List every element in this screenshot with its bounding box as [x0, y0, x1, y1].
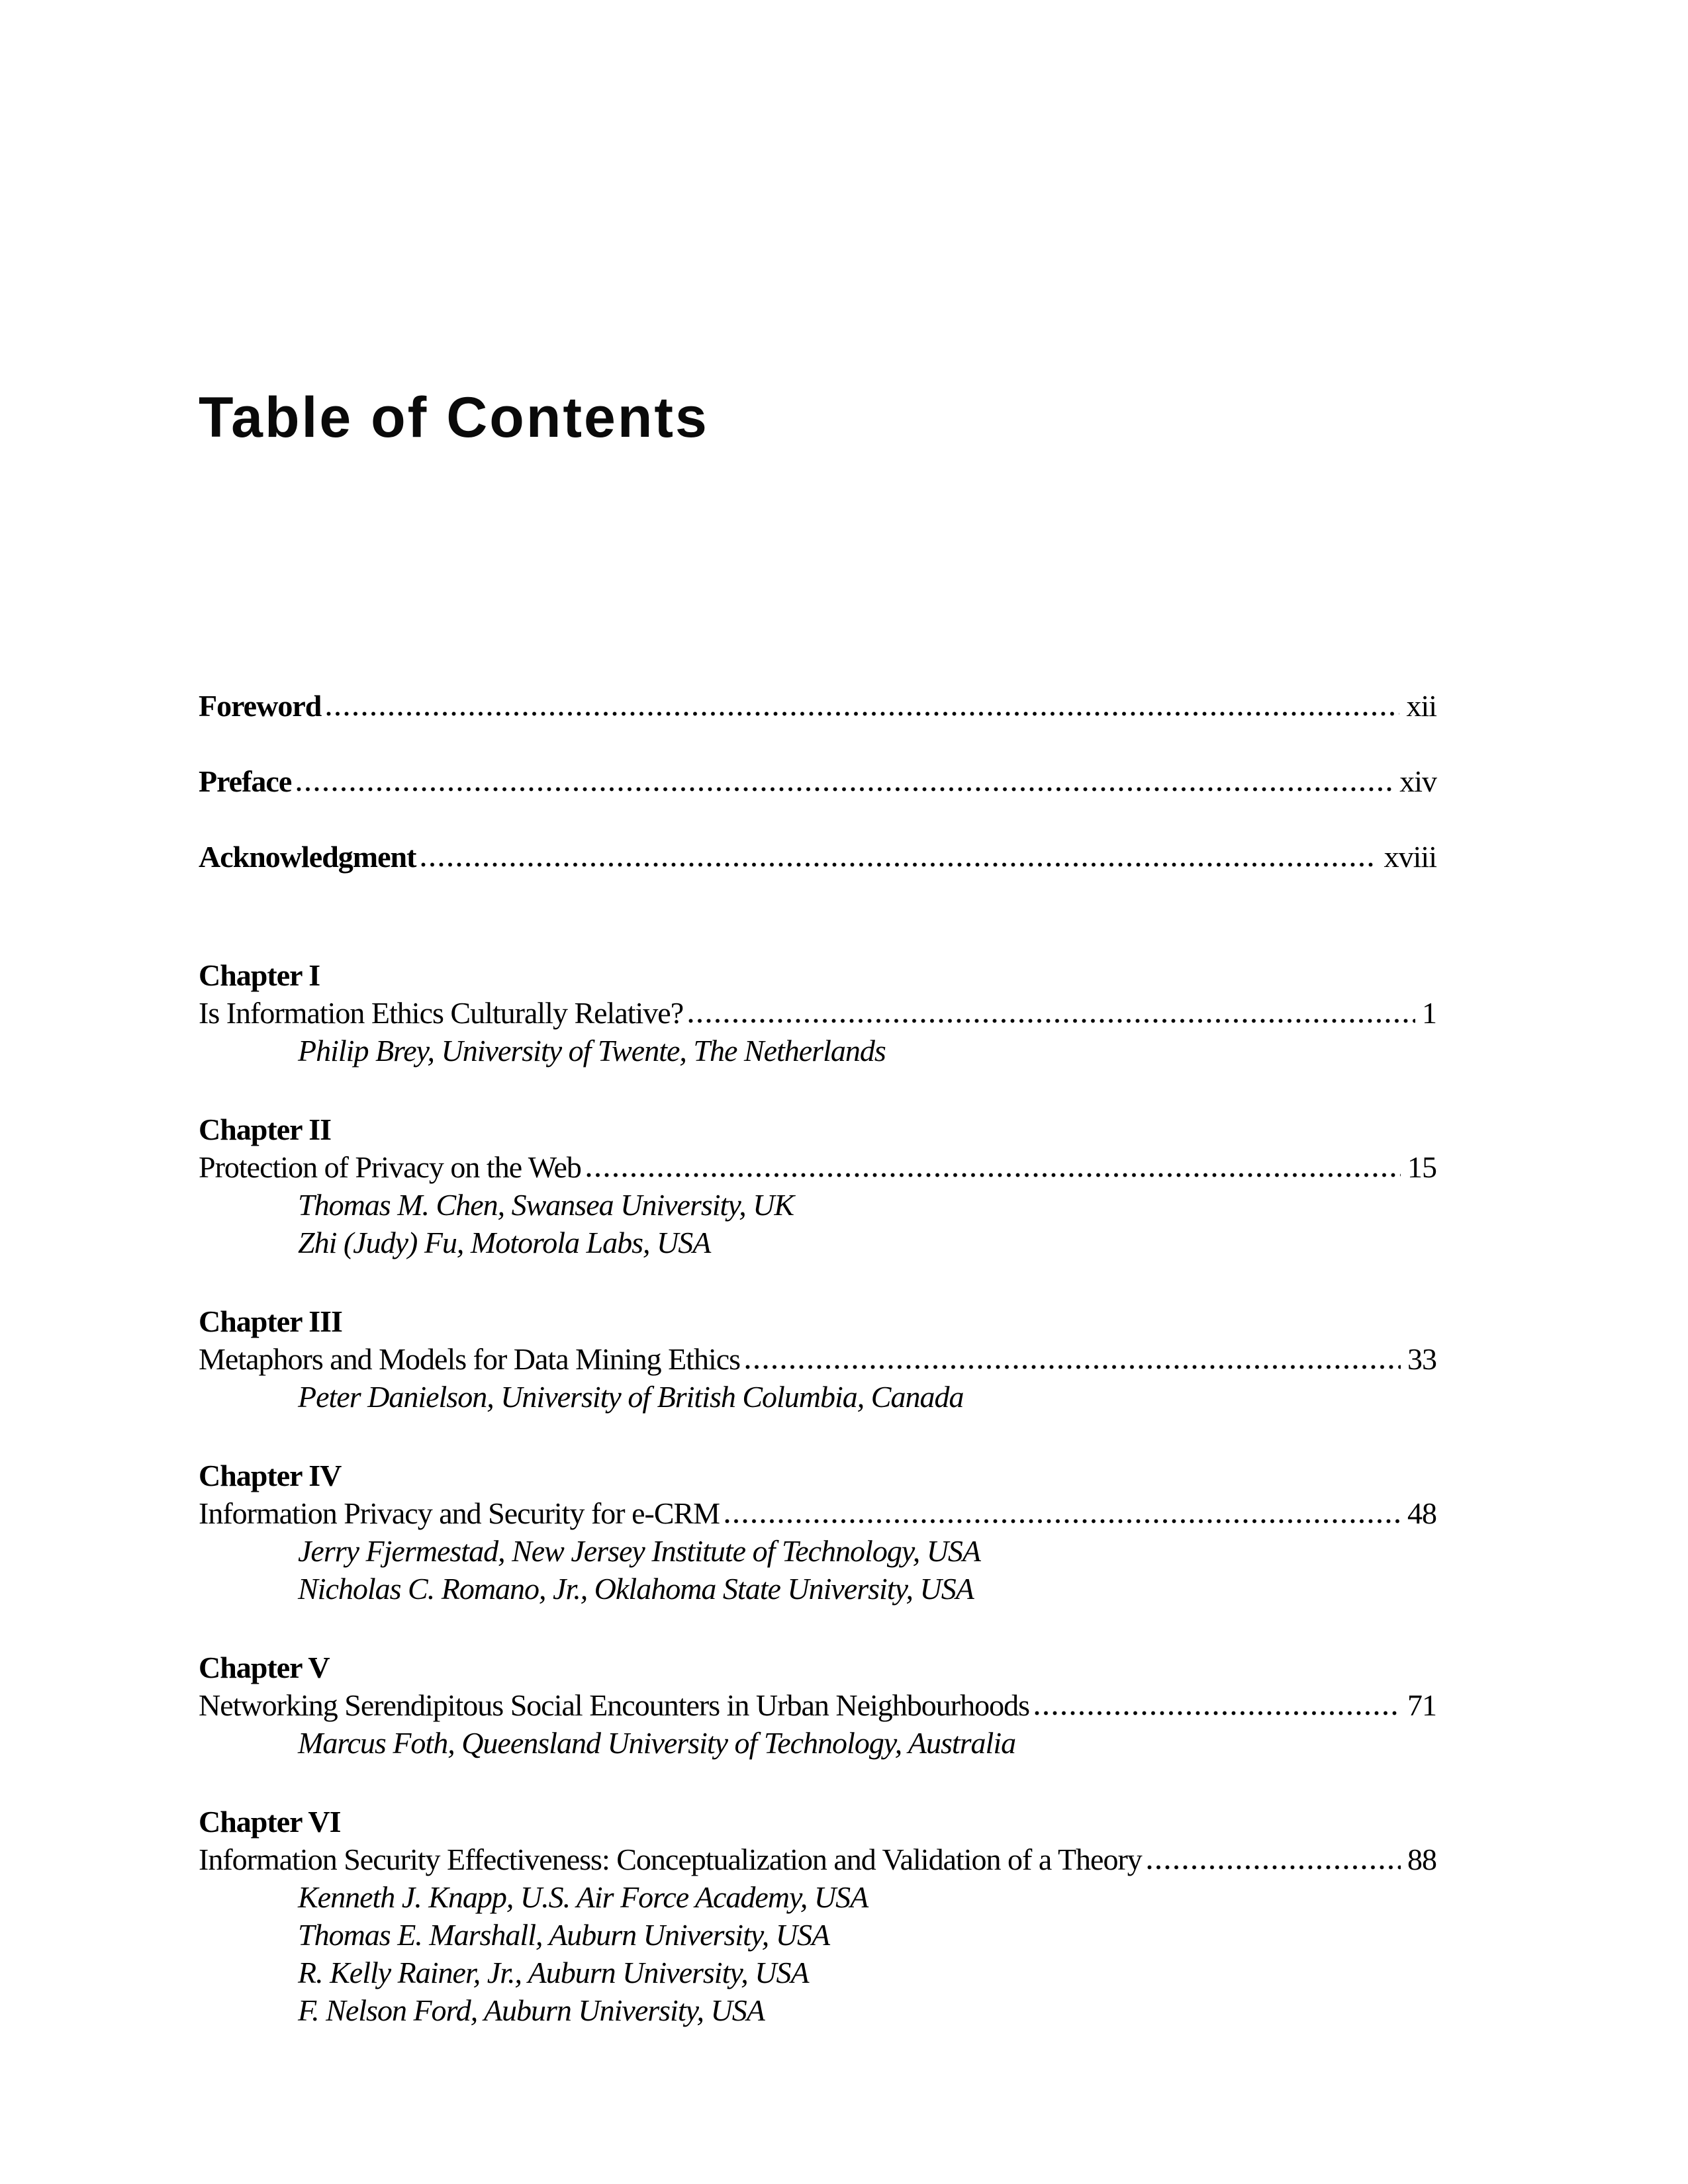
chapter-title: Networking Serendipitous Social Encounters in Urban Neighbourhoods — [199, 1688, 1029, 1722]
page-number: xiv — [1399, 764, 1436, 798]
author-list — [199, 1186, 1436, 1261]
page-title: Table of Contents — [199, 386, 709, 449]
front-matter-section — [199, 687, 1436, 876]
dot-leader — [421, 862, 1377, 867]
chapter-block — [199, 1803, 1436, 2029]
dot-leader — [725, 1519, 1401, 1524]
author-line: Philip Brey, University of Twente, The Netherlands — [298, 1034, 886, 1068]
dot-leader — [586, 1173, 1401, 1177]
author-line: Zhi (Judy) Fu, Motorola Labs, USA — [298, 1226, 711, 1259]
chapter-block — [199, 1111, 1436, 1261]
author-line: Marcus Foth, Queensland University of Technology, Australia — [298, 1726, 1016, 1760]
chapter-title: Is Information Ethics Culturally Relative? — [199, 996, 684, 1030]
author-list — [199, 1378, 1436, 1416]
author-list — [199, 1532, 1436, 1608]
dot-leader — [745, 1365, 1401, 1369]
chapter-block — [199, 1457, 1436, 1608]
chapter-title-row — [199, 1841, 1436, 1878]
dot-leader — [297, 787, 1393, 792]
chapter-block — [199, 956, 1436, 1069]
dot-leader — [326, 711, 1399, 716]
author-line: F. Nelson Ford, Auburn University, USA — [298, 1993, 765, 2027]
chapter-title: Metaphors and Models for Data Mining Ethics — [199, 1342, 741, 1376]
page-number: 88 — [1407, 1843, 1436, 1876]
chapter-title-row — [199, 994, 1436, 1032]
chapter-title: Information Privacy and Security for e-CRM — [199, 1496, 720, 1530]
dot-leader — [688, 1019, 1415, 1023]
author-line: Kenneth J. Knapp, U.S. Air Force Academy, USA — [298, 1880, 868, 1914]
author-line: Jerry Fjermestad, New Jersey Institute of Technology, USA — [298, 1534, 981, 1568]
chapter-heading: Chapter II — [199, 1113, 332, 1146]
entry-label: Acknowledgment — [199, 840, 416, 874]
page-number: 1 — [1422, 996, 1436, 1030]
author-line: Thomas E. Marshall, Auburn University, USA — [298, 1918, 830, 1952]
page-number: xviii — [1383, 840, 1436, 874]
page-number: 48 — [1407, 1496, 1436, 1530]
entry-label: Foreword — [199, 689, 322, 723]
author-line: Nicholas C. Romano, Jr., Oklahoma State University, USA — [298, 1572, 974, 1606]
author-list — [199, 1878, 1436, 2029]
chapter-title-row — [199, 1340, 1436, 1378]
chapters-section — [199, 956, 1436, 2029]
front-matter-entry — [199, 762, 1436, 800]
chapter-title: Information Security Effectiveness: Conceptualization and Validation of a Theory — [199, 1843, 1142, 1876]
chapter-title-row — [199, 1494, 1436, 1532]
chapter-block — [199, 1649, 1436, 1762]
chapter-heading: Chapter V — [199, 1651, 330, 1684]
dot-leader — [1147, 1865, 1401, 1870]
chapter-title: Protection of Privacy on the Web — [199, 1150, 581, 1184]
chapter-heading: Chapter III — [199, 1304, 342, 1338]
author-line: Peter Danielson, University of British Columbia, Canada — [298, 1380, 964, 1414]
author-line: Thomas M. Chen, Swansea University, UK — [298, 1188, 794, 1222]
chapter-heading: Chapter IV — [199, 1459, 342, 1492]
page-number: 71 — [1407, 1688, 1436, 1722]
dot-leader — [1035, 1711, 1401, 1715]
front-matter-entry — [199, 838, 1436, 876]
chapter-heading: Chapter VI — [199, 1805, 341, 1839]
chapter-title-row — [199, 1686, 1436, 1724]
author-line: R. Kelly Rainer, Jr., Auburn University, USA — [298, 1956, 809, 1989]
chapter-title-row — [199, 1148, 1436, 1186]
chapter-block — [199, 1302, 1436, 1416]
front-matter-entry — [199, 687, 1436, 725]
author-list — [199, 1724, 1436, 1762]
author-list — [199, 1032, 1436, 1069]
page-number: 33 — [1407, 1342, 1436, 1376]
chapter-heading: Chapter I — [199, 958, 320, 992]
page-number: 15 — [1407, 1150, 1436, 1184]
page-number: xii — [1406, 689, 1436, 723]
entry-label: Preface — [199, 764, 292, 798]
